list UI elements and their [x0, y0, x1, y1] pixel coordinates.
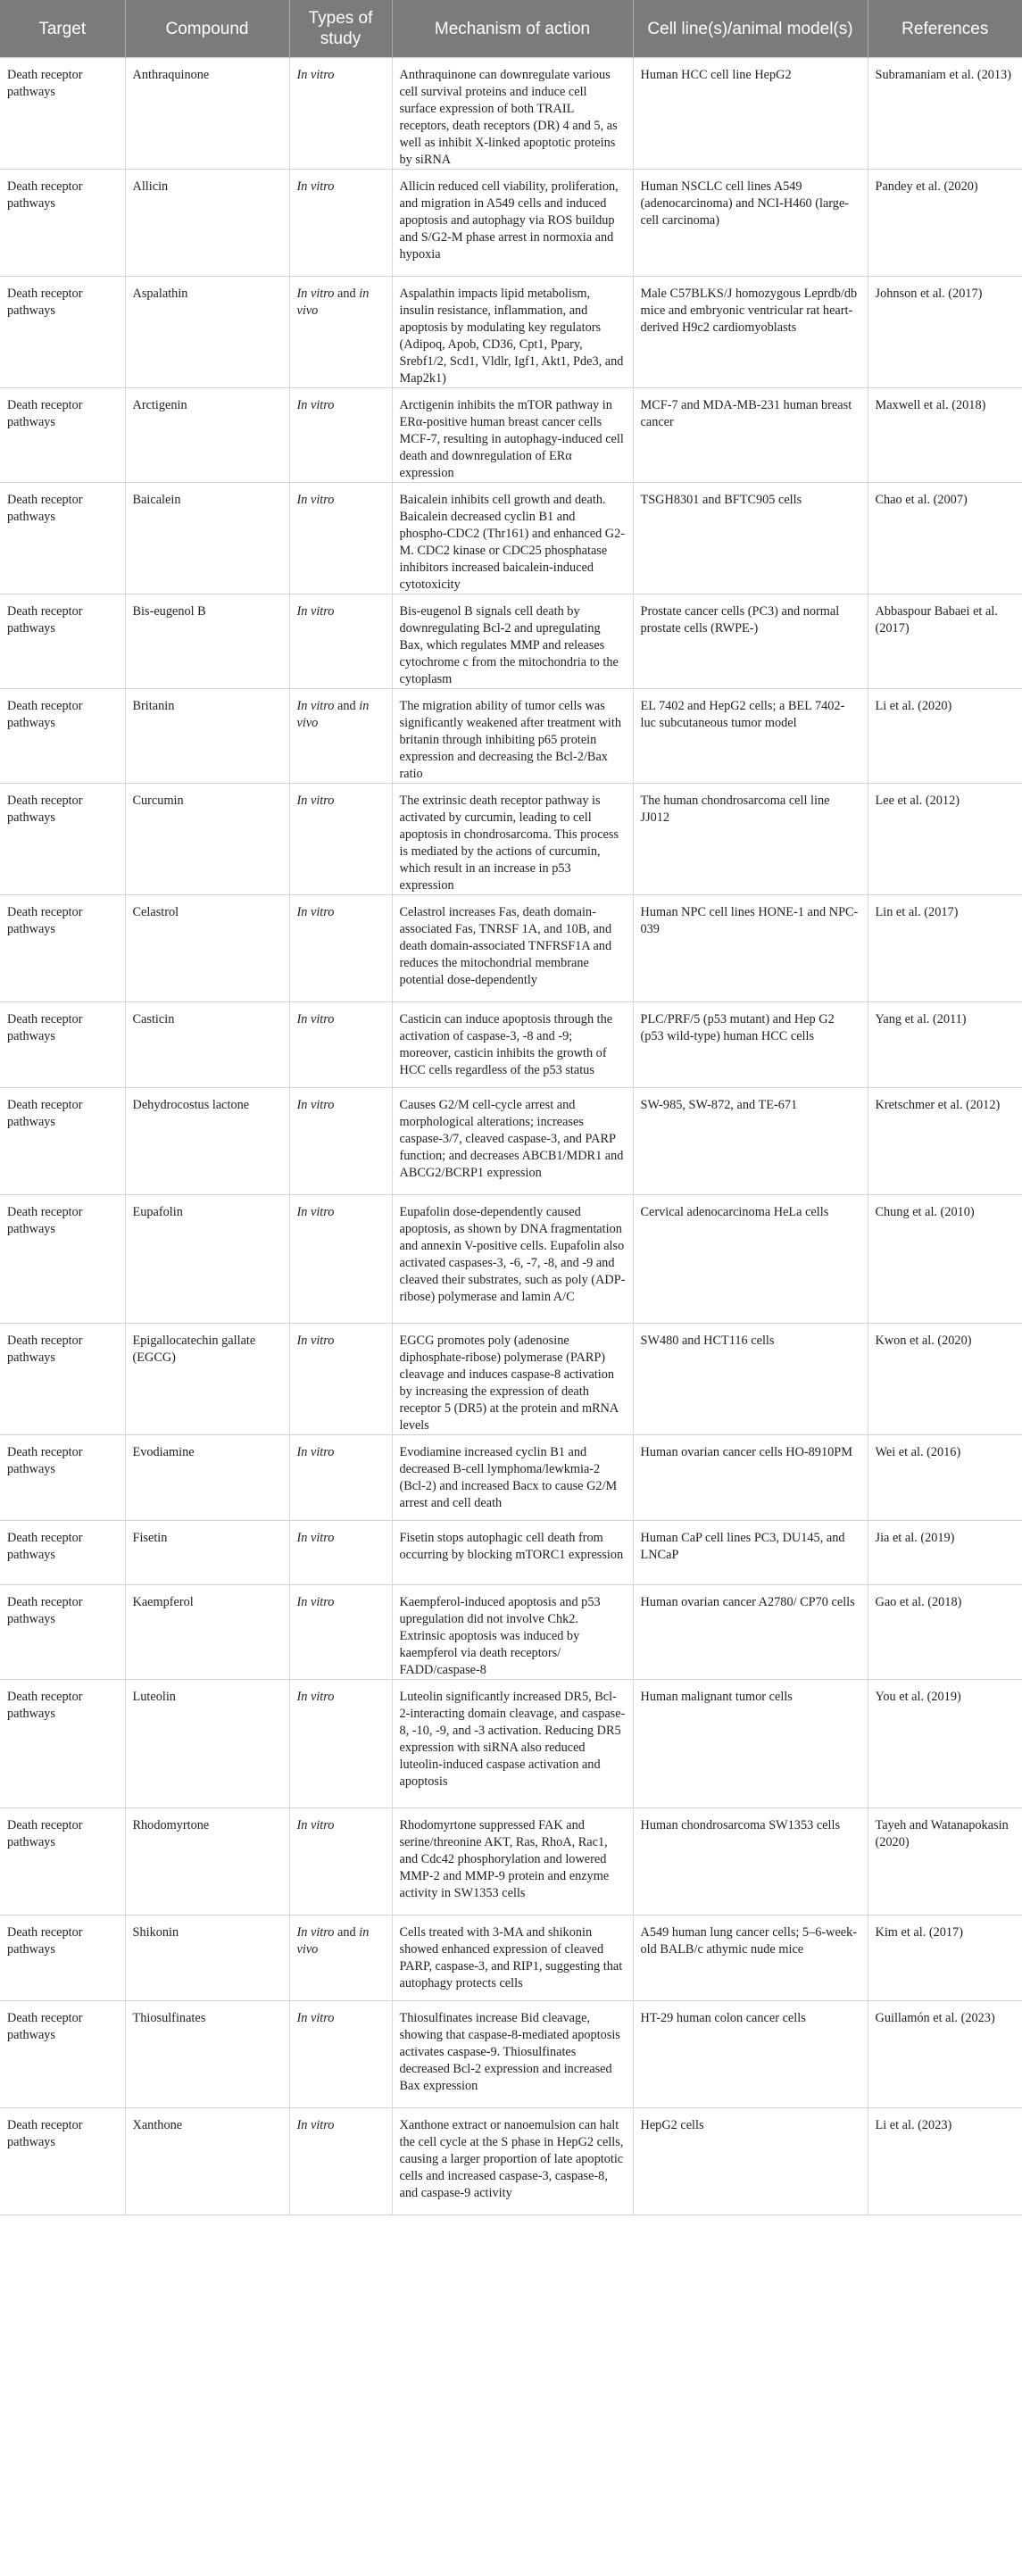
reference-cell: Chao et al. (2007)	[868, 483, 1022, 594]
mechanism-cell: Causes G2/M cell-cycle arrest and morphological alterations; increases caspase-3/7, cleaved caspase-3, and PARP function; and decreases ABCB1/MDR1 and ABCG2/BCRP1 expression	[392, 1088, 633, 1195]
cell-line-cell: The human chondrosarcoma cell line JJ012	[633, 784, 868, 895]
reference-cell: Kim et al. (2017)	[868, 1915, 1022, 2001]
target-cell: Death receptor pathways	[0, 2001, 125, 2108]
cell-line-cell: Human chondrosarcoma SW1353 cells	[633, 1808, 868, 1915]
study-type-cell: In vitro	[289, 483, 392, 594]
table-row	[0, 58, 1022, 170]
mechanism-cell: Evodiamine increased cyclin B1 and decreased B-cell lymphoma/lewkmia-2 (Bcl-2) and increased Bacx to cause G2/M arrest and cell death	[392, 1435, 633, 1521]
table-row	[0, 1585, 1022, 1680]
cell-line-cell: A549 human lung cancer cells; 5–6-week-old BALB/c athymic nude mice	[633, 1915, 868, 2001]
table-row	[0, 1002, 1022, 1088]
compound-cell: Rhodomyrtone	[125, 1808, 289, 1915]
study-type-cell: In vitro	[289, 388, 392, 483]
cell-line-cell: Human ovarian cancer cells HO-8910PM	[633, 1435, 868, 1521]
reference-cell: Tayeh and Watanapokasin (2020)	[868, 1808, 1022, 1915]
target-cell: Death receptor pathways	[0, 895, 125, 1002]
mechanism-cell: Bis-eugenol B signals cell death by downregulating Bcl-2 and upregulating Bax, which regulates MMP and releases cytochrome c from the mitochondria to the cytoplasm	[392, 594, 633, 689]
cell-line-cell: Prostate cancer cells (PC3) and normal prostate cells (RWPE-)	[633, 594, 868, 689]
table-row	[0, 1915, 1022, 2001]
study-type-cell: In vitro	[289, 58, 392, 170]
study-type-cell: In vitro	[289, 1680, 392, 1808]
reference-cell: Kretschmer et al. (2012)	[868, 1088, 1022, 1195]
compound-cell: Xanthone	[125, 2108, 289, 2215]
target-cell: Death receptor pathways	[0, 1324, 125, 1435]
mechanism-cell: Allicin reduced cell viability, proliferation, and migration in A549 cells and induced apoptosis and autophagy via ROS buildup and S/G2-M phase arrest in normoxia and hypoxia	[392, 170, 633, 277]
study-type-cell: In vitro	[289, 1324, 392, 1435]
study-type-cell: In vitro	[289, 1002, 392, 1088]
mechanism-cell: The extrinsic death receptor pathway is activated by curcumin, leading to cell apoptosis in chondrosarcoma. This process is mediated by the actions of curcumin, which result in an increase in p53 expression	[392, 784, 633, 895]
target-cell: Death receptor pathways	[0, 388, 125, 483]
target-cell: Death receptor pathways	[0, 1521, 125, 1585]
reference-cell: Guillamón et al. (2023)	[868, 2001, 1022, 2108]
reference-cell: Yang et al. (2011)	[868, 1002, 1022, 1088]
header-cell-lines: Cell line(s)/animal model(s)	[633, 0, 868, 58]
reference-cell: Li et al. (2020)	[868, 689, 1022, 784]
study-type-cell: In vitro	[289, 1808, 392, 1915]
compound-cell: Casticin	[125, 1002, 289, 1088]
mechanism-cell: Kaempferol-induced apoptosis and p53 upregulation did not involve Chk2. Extrinsic apoptosis was induced by kaempferol via death receptors/ FADD/caspase-8	[392, 1585, 633, 1680]
cell-line-cell: SW-985, SW-872, and TE-671	[633, 1088, 868, 1195]
table-row	[0, 1808, 1022, 1915]
target-cell: Death receptor pathways	[0, 1195, 125, 1324]
table-row	[0, 483, 1022, 594]
table-row	[0, 1088, 1022, 1195]
reference-cell: Kwon et al. (2020)	[868, 1324, 1022, 1435]
table-row	[0, 1324, 1022, 1435]
header-target: Target	[0, 0, 125, 58]
study-type-cell: In vitro and in vivo	[289, 1915, 392, 2001]
study-type-cell: In vitro	[289, 1585, 392, 1680]
target-cell: Death receptor pathways	[0, 1680, 125, 1808]
mechanism-cell: Casticin can induce apoptosis through the activation of caspase-3, -8 and -9; moreover, casticin inhibits the growth of HCC cells regardless of the p53 status	[392, 1002, 633, 1088]
compound-cell: Bis-eugenol B	[125, 594, 289, 689]
reference-cell: Abbaspour Babaei et al. (2017)	[868, 594, 1022, 689]
reference-cell: Lee et al. (2012)	[868, 784, 1022, 895]
cell-line-cell: Cervical adenocarcinoma HeLa cells	[633, 1195, 868, 1324]
study-type-cell: In vitro and in vivo	[289, 689, 392, 784]
mechanism-cell: Celastrol increases Fas, death domain-associated Fas, TNRSF 1A, and 10B, and death domain-associated TNFRSF1A and reduces the mitochondrial membrane potential dose-dependently	[392, 895, 633, 1002]
mechanism-cell: The migration ability of tumor cells was significantly weakened after treatment with britanin through inhibiting p65 protein expression and decreasing the Bcl-2/Bax ratio	[392, 689, 633, 784]
table-row	[0, 2001, 1022, 2108]
table-row	[0, 2108, 1022, 2215]
compound-cell: Kaempferol	[125, 1585, 289, 1680]
header-row	[0, 0, 1022, 58]
header-references: References	[868, 0, 1022, 58]
study-type-cell: In vitro and in vivo	[289, 277, 392, 388]
table-row	[0, 895, 1022, 1002]
table-body	[0, 58, 1022, 2215]
mechanism-cell: Thiosulfinates increase Bid cleavage, showing that caspase-8-mediated apoptosis activates caspase-9. Thiosulfinates decreased Bcl-2 expression and increased Bax expression	[392, 2001, 633, 2108]
target-cell: Death receptor pathways	[0, 1088, 125, 1195]
mechanism-cell: Aspalathin impacts lipid metabolism, insulin resistance, inflammation, and apoptosis by modulating key regulators (Adipoq, Apob, CD36, Cpt1, Ppary, Srebf1/2, Scd1, Vldlr, Igf1, Akt1, Pde3, and Map2k1)	[392, 277, 633, 388]
compound-cell: Allicin	[125, 170, 289, 277]
study-type-cell: In vitro	[289, 784, 392, 895]
mechanism-cell: Luteolin significantly increased DR5, Bcl-2-interacting domain cleavage, and caspase-8, -10, -9, and -3 activation. Reducing DR5 expression with siRNA also reduced luteolin-induced caspase activation and apoptosis	[392, 1680, 633, 1808]
compound-cell: Dehydrocostus lactone	[125, 1088, 289, 1195]
mechanism-cell: EGCG promotes poly (adenosine diphosphate-ribose) polymerase (PARP) cleavage and induces caspase-8 activation by increasing the expression of death receptor 5 (DR5) at the protein and mRNA levels	[392, 1324, 633, 1435]
compound-cell: Fisetin	[125, 1521, 289, 1585]
compound-cell: Anthraquinone	[125, 58, 289, 170]
reference-cell: Pandey et al. (2020)	[868, 170, 1022, 277]
compound-cell: Baicalein	[125, 483, 289, 594]
reference-cell: Johnson et al. (2017)	[868, 277, 1022, 388]
target-cell: Death receptor pathways	[0, 483, 125, 594]
compound-cell: Shikonin	[125, 1915, 289, 2001]
cell-line-cell: TSGH8301 and BFTC905 cells	[633, 483, 868, 594]
target-cell: Death receptor pathways	[0, 594, 125, 689]
reference-cell: Maxwell et al. (2018)	[868, 388, 1022, 483]
compound-cell: Epigallocatechin gallate (EGCG)	[125, 1324, 289, 1435]
mechanism-cell: Xanthone extract or nanoemulsion can halt the cell cycle at the S phase in HepG2 cells, causing a larger proportion of late apoptotic cells and increased caspase-3, caspase-8, and caspase-9 activity	[392, 2108, 633, 2215]
target-cell: Death receptor pathways	[0, 1002, 125, 1088]
compound-cell: Luteolin	[125, 1680, 289, 1808]
target-cell: Death receptor pathways	[0, 1585, 125, 1680]
reference-cell: Jia et al. (2019)	[868, 1521, 1022, 1585]
target-cell: Death receptor pathways	[0, 58, 125, 170]
study-type-cell: In vitro	[289, 170, 392, 277]
study-type-cell: In vitro	[289, 1195, 392, 1324]
table-row	[0, 1195, 1022, 1324]
compound-cell: Celastrol	[125, 895, 289, 1002]
study-type-cell: In vitro	[289, 1435, 392, 1521]
table-row	[0, 1521, 1022, 1585]
compound-cell: Arctigenin	[125, 388, 289, 483]
reference-cell: Wei et al. (2016)	[868, 1435, 1022, 1521]
compound-cell: Thiosulfinates	[125, 2001, 289, 2108]
mechanism-cell: Rhodomyrtone suppressed FAK and serine/threonine AKT, Ras, RhoA, Rac1, and Cdc42 phosphorylation and lowered MMP-2 and MMP-9 protein and enzyme activity in SW1353 cells	[392, 1808, 633, 1915]
table-header	[0, 0, 1022, 58]
table-row	[0, 1435, 1022, 1521]
study-type-cell: In vitro	[289, 2108, 392, 2215]
target-cell: Death receptor pathways	[0, 170, 125, 277]
mechanism-cell: Cells treated with 3-MA and shikonin showed enhanced expression of cleaved PARP, caspase-3, and RIP1, suggesting that autophagy protects cells	[392, 1915, 633, 2001]
mechanism-cell: Anthraquinone can downregulate various cell survival proteins and induce cell surface expression of both TRAIL receptors, death receptors (DR) 4 and 5, as well as inhibit X-linked apoptotic proteins by siRNA	[392, 58, 633, 170]
reference-cell: Lin et al. (2017)	[868, 895, 1022, 1002]
cell-line-cell: MCF-7 and MDA-MB-231 human breast cancer	[633, 388, 868, 483]
table-row	[0, 277, 1022, 388]
cell-line-cell: Human HCC cell line HepG2	[633, 58, 868, 170]
study-type-cell: In vitro	[289, 2001, 392, 2108]
study-type-cell: In vitro	[289, 594, 392, 689]
compound-cell: Aspalathin	[125, 277, 289, 388]
cell-line-cell: Human ovarian cancer A2780/ CP70 cells	[633, 1585, 868, 1680]
cell-line-cell: EL 7402 and HepG2 cells; a BEL 7402-luc subcutaneous tumor model	[633, 689, 868, 784]
study-type-cell: In vitro	[289, 1088, 392, 1195]
cell-line-cell: Human malignant tumor cells	[633, 1680, 868, 1808]
cell-line-cell: SW480 and HCT116 cells	[633, 1324, 868, 1435]
cell-line-cell: HepG2 cells	[633, 2108, 868, 2215]
study-type-cell: In vitro	[289, 1521, 392, 1585]
compound-cell: Eupafolin	[125, 1195, 289, 1324]
target-cell: Death receptor pathways	[0, 1808, 125, 1915]
table-row	[0, 170, 1022, 277]
target-cell: Death receptor pathways	[0, 277, 125, 388]
cell-line-cell: Human CaP cell lines PC3, DU145, and LNCaP	[633, 1521, 868, 1585]
reference-cell: Li et al. (2023)	[868, 2108, 1022, 2215]
table-row	[0, 784, 1022, 895]
table-row	[0, 689, 1022, 784]
reference-cell: Gao et al. (2018)	[868, 1585, 1022, 1680]
study-type-cell: In vitro	[289, 895, 392, 1002]
header-compound: Compound	[125, 0, 289, 58]
compound-cell: Evodiamine	[125, 1435, 289, 1521]
mechanism-cell: Fisetin stops autophagic cell death from occurring by blocking mTORC1 expression	[392, 1521, 633, 1585]
compound-cell: Curcumin	[125, 784, 289, 895]
target-cell: Death receptor pathways	[0, 2108, 125, 2215]
cell-line-cell: Male C57BLKS/J homozygous Leprdb/db mice and embryonic ventricular rat heart-derived H9c2 cardiomyoblasts	[633, 277, 868, 388]
compound-cell: Britanin	[125, 689, 289, 784]
reference-cell: Chung et al. (2010)	[868, 1195, 1022, 1324]
target-cell: Death receptor pathways	[0, 784, 125, 895]
table-row	[0, 1680, 1022, 1808]
header-mechanism: Mechanism of action	[392, 0, 633, 58]
mechanism-cell: Baicalein inhibits cell growth and death. Baicalein decreased cyclin B1 and phospho-CDC2 (Thr161) and enhanced G2-M. CDC2 kinase or CDC25 phosphatase inhibitors increased baicalein-induced cytotoxicity	[392, 483, 633, 594]
table-row	[0, 388, 1022, 483]
header-types-of-study: Types of study	[289, 0, 392, 58]
target-cell: Death receptor pathways	[0, 1435, 125, 1521]
cell-line-cell: HT-29 human colon cancer cells	[633, 2001, 868, 2108]
cell-line-cell: Human NPC cell lines HONE-1 and NPC-039	[633, 895, 868, 1002]
target-cell: Death receptor pathways	[0, 1915, 125, 2001]
cell-line-cell: Human NSCLC cell lines A549 (adenocarcinoma) and NCI-H460 (large-cell carcinoma)	[633, 170, 868, 277]
mechanism-cell: Arctigenin inhibits the mTOR pathway in ERα-positive human breast cancer cells MCF-7, resulting in autophagy-induced cell death and downregulation of ERα expression	[392, 388, 633, 483]
reference-cell: You et al. (2019)	[868, 1680, 1022, 1808]
target-cell: Death receptor pathways	[0, 689, 125, 784]
cell-line-cell: PLC/PRF/5 (p53 mutant) and Hep G2 (p53 wild-type) human HCC cells	[633, 1002, 868, 1088]
table-row	[0, 594, 1022, 689]
reference-cell: Subramaniam et al. (2013)	[868, 58, 1022, 170]
mechanism-cell: Eupafolin dose-dependently caused apoptosis, as shown by DNA fragmentation and annexin V-positive cells. Eupafolin also activated caspases-3, -6, -7, -8, and -9 and cleaved their substrates, such as poly (ADP-ribose) polymerase and lamin A/C	[392, 1195, 633, 1324]
